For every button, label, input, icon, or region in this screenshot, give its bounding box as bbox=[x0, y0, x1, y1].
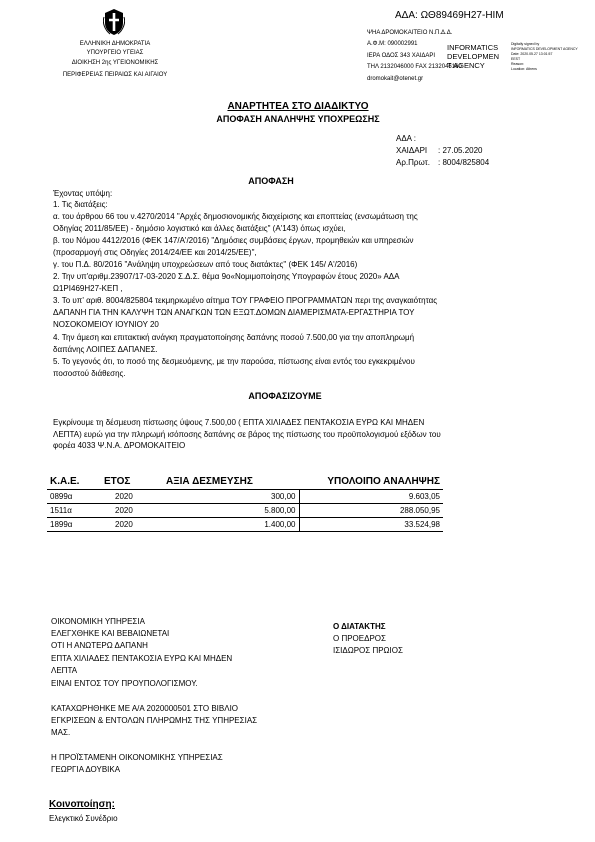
head-finance-line: Η ΠΡΟΪΣΤΑΜΕΝΗ ΟΙΚΟΝΟΜΙΚΗΣ ΥΠΗΡΕΣΙΑΣ bbox=[51, 753, 223, 762]
header-left-line: ΕΛΛΗΝΙΚΗ ΔΗΜΟΚΡΑΤΙΑ bbox=[79, 41, 151, 47]
table-cell: 9.603,05 bbox=[299, 490, 443, 504]
decision-line: ποσοστού διάθεσης. bbox=[53, 369, 126, 378]
header-left-line: ΥΠΟΥΡΓΕΙΟ ΥΓΕΙΑΣ bbox=[86, 50, 144, 56]
table-cell: 2020 bbox=[101, 490, 163, 504]
table-cell: 1.400,00 bbox=[163, 518, 299, 532]
decision-line: Οδηγίας 2011/85/ΕΕ) - δημόσιο λογιστικό και άλλες διατάξεις" (Α'143) όπως ισχύει, bbox=[53, 224, 346, 233]
decide-line: Εγκρίνουμε τη δέσμευση πίστωσης ύψους 7.500,00 ( ΕΠΤΑ ΧΙΛΙΑΔΕΣ ΠΕΝΤΑΚΟΣΙΑ ΕΥΡΩ ΚΑΙ ΜΗΔΕΝ bbox=[53, 418, 425, 427]
registration-line: ΚΑΤΑΧΩΡΗΘΗΚΕ ΜΕ Α/Α 2020000501 ΣΤΟ ΒΙΒΛΙΟ bbox=[51, 704, 239, 713]
header-left-line: ΔΙΟΙΚΗΣΗ 2ης ΥΓΕΙΟΝΟΜΙΚΗΣ bbox=[71, 60, 159, 66]
registration-line: ΕΓΚΡΙΣΕΩΝ & ΕΝΤΟΛΩΝ ΠΛΗΡΩΜΗΣ ΤΗΣ ΥΠΗΡΕΣΙΑΣ bbox=[51, 716, 258, 725]
decision-line: 2. Την υπ'αριθμ.23907/17-03-2020 Σ.Δ.Σ. θέμα 9ο«Νομιμοποίησης Υπογραφών έτους 2020» ΑΔΑ bbox=[53, 272, 400, 281]
decide-line: ΛΕΠΤΑ) ευρώ για την πληρωμή ισόποσης δαπάνης σε βάρος της πίστωσης του προϋπολογισμού εξόδων του bbox=[53, 430, 441, 439]
signature-stamp-detail: Location: Athens bbox=[511, 67, 537, 71]
header-right-line: ΨΗΑ ΔΡΟΜΟΚΑΙΤΕΙΟ Ν.Π.Δ.Δ. bbox=[367, 30, 453, 36]
registration-line: ΜΑΣ. bbox=[51, 728, 71, 737]
decision-line: α. του άρθρου 66 του ν.4270/2014 "Αρχές δημοσιονομικής διαχείρισης και εποπτείας (ενσωμάτωση της bbox=[53, 212, 418, 221]
table-cell: 288.050,95 bbox=[299, 504, 443, 518]
signature-stamp-detail: Digitally signed by bbox=[511, 42, 540, 46]
signature-stamp-label: INFORMATICS bbox=[447, 43, 499, 52]
finance-line: ΟΙΚΟΝΟΜΙΚΗ ΥΠΗΡΕΣΙΑ bbox=[51, 617, 145, 626]
signature-stamp-detail: EEST bbox=[511, 57, 521, 61]
decision-line: (προσαρμογή στις Οδηγίες 2014/24/ΕΕ και 2014/25/ΕΕ)", bbox=[53, 248, 257, 257]
table-row bbox=[47, 490, 443, 504]
table-row bbox=[47, 504, 443, 518]
table-cell: 33.524,98 bbox=[299, 518, 443, 532]
table-cell: 0899α bbox=[47, 490, 101, 504]
notify-title: Κοινοποίηση: bbox=[49, 799, 115, 810]
finance-line: ΛΕΠΤΑ bbox=[51, 666, 78, 675]
column-header: ΥΠΟΛΟΙΠΟ ΑΝΑΛΗΨΗΣ bbox=[299, 474, 443, 490]
decision-line: ΝΟΣΟΚΟΜΕΙΟΥ ΙΟΥΝΙΟΥ 20 bbox=[53, 320, 159, 329]
decision-line: 5. Το γεγονός ότι, το ποσό της δεσμευόμενης, με την παρούσα, πίστωσης είναι εντός του εγκεκριμένου bbox=[53, 357, 415, 366]
table-cell: 2020 bbox=[101, 518, 163, 532]
table-cell: 1899α bbox=[47, 518, 101, 532]
finance-line: ΟΤΙ Η ΑΝΩΤΕΡΩ ΔΑΠΑΝΗ bbox=[51, 641, 148, 650]
decision-line: 4. Την άμεση και επιτακτική ανάγκη πραγματοποίησης δαπάνης ποσού 7.500,00 για την αποπληρωμή bbox=[53, 333, 415, 342]
table-cell: 300,00 bbox=[163, 490, 299, 504]
meta-prot-value: : 8004/825804 bbox=[438, 158, 490, 167]
meta-date-value: : 27.05.2020 bbox=[438, 146, 483, 155]
decision-line: β. του Νόμου 4412/2016 (ΦΕΚ 147/Α'/2016) "Δημόσιες συμβάσεις έργων, προμηθειών και υπηρεσιών bbox=[53, 236, 414, 245]
meta-prot-label: Αρ.Πρωτ. bbox=[396, 158, 430, 167]
ada-code: ΑΔΑ: ΩΘ89469Η27-ΗΙΜ bbox=[395, 10, 504, 21]
greek-emblem-icon bbox=[103, 8, 125, 36]
decision-line: Έχοντας υπόψη: bbox=[53, 189, 113, 198]
signature-stamp-detail: Date: 2020.05.27 13:01:57 bbox=[511, 52, 553, 56]
column-header: ΕΤΟΣ bbox=[101, 474, 163, 490]
page-subtitle: ΑΠΟΦΑΣΗ ΑΝΑΛΗΨΗΣ ΥΠΟΧΡΕΩΣΗΣ bbox=[216, 114, 380, 124]
meta-ada: ΑΔΑ : bbox=[396, 134, 417, 143]
header-left-line: ΠΕΡΙΦΕΡΕΙΑΣ ΠΕΙΡΑΙΩΣ ΚΑΙ ΑΙΓΑΙΟΥ bbox=[62, 72, 168, 78]
head-finance-line: ΓΕΩΡΓΙΑ ΔΟΥΒΙΚΑ bbox=[51, 765, 121, 774]
finance-line: ΕΠΤΑ ΧΙΛΙΑΔΕΣ ΠΕΝΤΑΚΟΣΙΑ ΕΥΡΩ ΚΑΙ ΜΗΔΕΝ bbox=[51, 654, 233, 663]
notify-line: Ελεγκτικό Συνέδριο bbox=[49, 814, 118, 823]
header-right-line: ΙΕΡΑ ΟΔΟΣ 343 ΧΑΙΔΑΡΙ bbox=[367, 53, 436, 59]
signer-line: Ο ΠΡΟΕΔΡΟΣ bbox=[333, 634, 386, 643]
table-cell: 2020 bbox=[101, 504, 163, 518]
header-right-line: ΤΗΛ 2132046000 FAX 2132046160 bbox=[367, 64, 462, 70]
meta-date-label: ΧΑΙΔΑΡΙ bbox=[396, 146, 428, 155]
signer-title: Ο ΔΙΑΤΑΚΤΗΣ bbox=[333, 622, 386, 631]
commitment-table bbox=[47, 474, 443, 532]
decision-line: γ. του Π.Δ. 80/2016 "Ανάληψη υποχρεώσεων από τους διατάκτες" (ΦΕΚ 145/ Α'/2016) bbox=[53, 260, 358, 269]
decision-line: ΔΑΠΑΝΗ ΓΙΑ ΤΗΝ ΚΑΛΥΨΗ ΤΩΝ ΑΝΑΓΚΩΝ ΤΩΝ ΕΞΩΤ.ΔΟΜΩΝ ΔΙΑΜΕΡΙΣΜΑΤΑ-ΕΡΓΑΣΤΗΡΙΑ ΤΟΥ bbox=[53, 308, 415, 317]
decision-line: Ω1ΡΙ469Η27-ΚΕΠ , bbox=[53, 284, 123, 293]
decision-heading: ΑΠΟΦΑΣΗ bbox=[248, 176, 294, 186]
finance-line: ΕΛΕΓΧΘΗΚΕ ΚΑΙ ΒΕΒΑΙΩΝΕΤΑΙ bbox=[51, 629, 170, 638]
table-cell: 5.800,00 bbox=[163, 504, 299, 518]
finance-line: ΕΙΝΑΙ ΕΝΤΟΣ ΤΟΥ ΠΡΟΥΠΟΛΟΓΙΣΜΟΥ. bbox=[51, 679, 198, 688]
signature-stamp-label: DEVELOPMEN bbox=[447, 52, 500, 61]
decide-heading: ΑΠΟΦΑΣΙΖΟΥΜΕ bbox=[248, 391, 322, 401]
table-header-row bbox=[47, 474, 443, 490]
decision-line: 1. Τις διατάξεις: bbox=[53, 200, 108, 209]
signature-stamp-label: T AGENCY bbox=[447, 61, 485, 70]
column-header: Κ.Α.Ε. bbox=[47, 474, 101, 490]
header-right-line: dromokait@otenet.gr bbox=[367, 76, 424, 82]
decision-line: 3. Το υπ' αριθ. 8004/825804 τεκμηριωμένο αίτημα ΤΟΥ ΓΡΑΦΕΙΟ ΠΡΟΓΡΑΜΜΑΤΩΝ περι της αναγκαιότητας bbox=[53, 296, 438, 305]
signature-stamp-detail: INFORMATICS DEVELOPMENT AGENCY bbox=[511, 47, 578, 51]
header-right-line: Α.Φ.Μ: 090002991 bbox=[367, 41, 418, 47]
table-cell: 1511α bbox=[47, 504, 101, 518]
signature-stamp-detail: Reason: bbox=[511, 62, 525, 66]
table-row bbox=[47, 518, 443, 532]
decision-line: δαπάνης ΛΟΙΠΕΣ ΔΑΠΑΝΕΣ. bbox=[53, 345, 158, 354]
column-header: ΑΞΙΑ ΔΕΣΜΕΥΣΗΣ bbox=[163, 474, 299, 490]
decide-line: φορέα 4033 Ψ.Ν.Α. ΔΡΟΜΟΚΑΙΤΕΙΟ bbox=[53, 441, 186, 450]
signer-line: ΙΣΙΔΩΡΟΣ ΠΡΩΙΟΣ bbox=[333, 646, 403, 655]
page-title: ΑΝΑΡΤΗΤΕΑ ΣΤΟ ΔΙΑΔΙΚΤΥΟ bbox=[227, 101, 369, 112]
